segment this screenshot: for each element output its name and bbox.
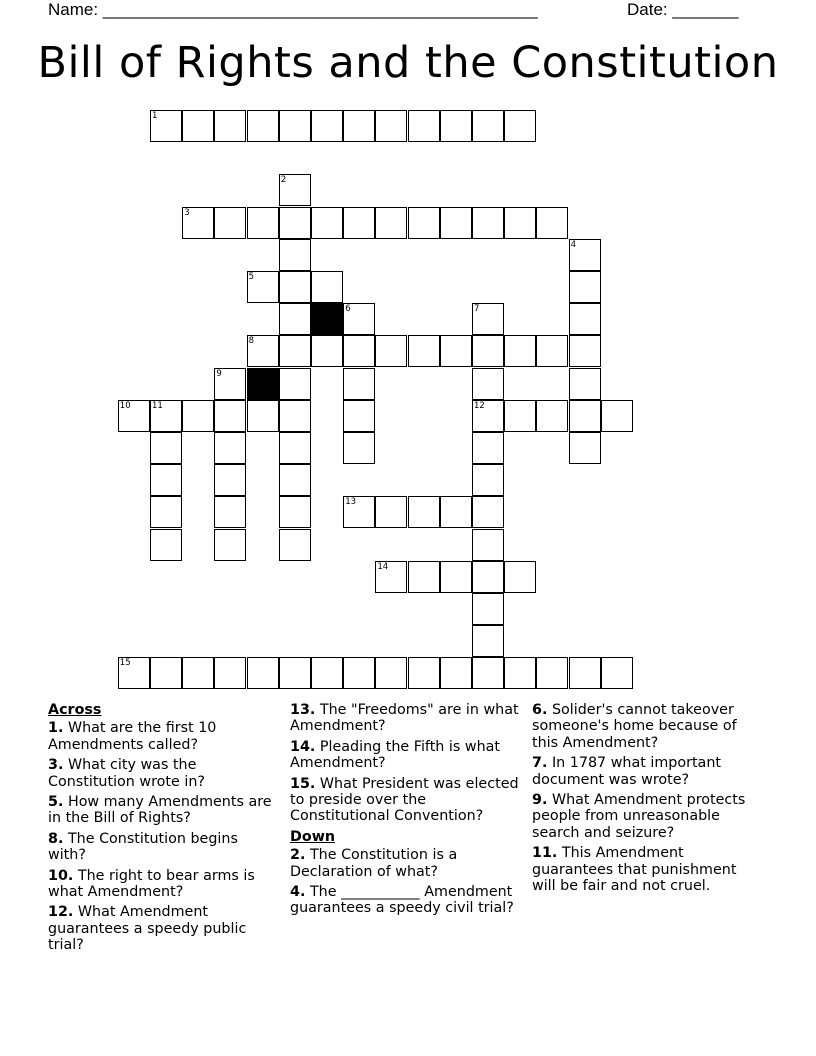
clue-number: 7.: [532, 755, 548, 772]
grid-cell[interactable]: [375, 335, 407, 367]
grid-cell[interactable]: [150, 657, 182, 689]
grid-cell[interactable]: [182, 400, 214, 432]
clue-number-label: 15: [119, 658, 131, 669]
clue-number-label: 7: [474, 304, 480, 315]
grid-cell[interactable]: [601, 400, 633, 432]
grid-cell[interactable]: [472, 593, 504, 625]
grid-cell[interactable]: [504, 335, 536, 367]
grid-cell[interactable]: [214, 368, 246, 400]
grid-cell[interactable]: [182, 657, 214, 689]
clue-number: 5.: [48, 794, 64, 811]
grid-cell[interactable]: [472, 400, 504, 432]
clue-text: The Constitution is a Declaration of what?: [290, 847, 458, 880]
grid-cell[interactable]: [279, 303, 311, 335]
grid-cell[interactable]: [279, 239, 311, 271]
clue-number-label: 5: [248, 272, 255, 282]
clue-down-2: [290, 847, 520, 880]
grid-cell[interactable]: [408, 657, 440, 689]
clue-number-label: 14: [377, 561, 389, 572]
clue-number: 2.: [290, 847, 306, 864]
grid-cell[interactable]: [472, 207, 504, 239]
grid-cell[interactable]: [150, 496, 182, 528]
grid-cell[interactable]: [472, 529, 504, 561]
grid-cell[interactable]: [214, 207, 246, 239]
grid-cell[interactable]: [375, 110, 407, 142]
clue-across-5: [48, 794, 273, 827]
grid-cell[interactable]: [472, 432, 504, 464]
grid-cell[interactable]: [279, 657, 311, 689]
clue-number: 12.: [48, 904, 74, 921]
grid-cell[interactable]: [408, 207, 440, 239]
clue-across-14: [290, 739, 520, 772]
grid-cell[interactable]: [343, 496, 375, 528]
grid-cell[interactable]: [279, 464, 311, 496]
grid-cell[interactable]: [343, 432, 375, 464]
grid-cell[interactable]: [118, 400, 150, 432]
down-heading: Down: [290, 828, 336, 845]
clue-across-12: [48, 904, 273, 953]
clue-text: This Amendment guarantees that punishment will be fair and not cruel.: [532, 845, 737, 895]
header: [48, 0, 748, 22]
grid-cell[interactable]: [569, 335, 601, 367]
grid-cell[interactable]: [472, 464, 504, 496]
grid-cell[interactable]: [343, 303, 375, 335]
grid-cell[interactable]: [214, 400, 246, 432]
clue-text: What city was the Constitution wrote in?: [48, 757, 205, 790]
clue-number: 15.: [290, 775, 316, 792]
grid-cell[interactable]: [504, 561, 536, 593]
grid-cell[interactable]: [279, 174, 311, 206]
clue-number: 1.: [48, 720, 64, 737]
grid-cell[interactable]: [375, 561, 407, 593]
grid-cell[interactable]: [569, 239, 601, 271]
grid-cell[interactable]: [279, 400, 311, 432]
grid-cell[interactable]: [472, 303, 504, 335]
grid-cell[interactable]: [279, 335, 311, 367]
grid-cell[interactable]: [214, 110, 246, 142]
grid-cell[interactable]: [279, 207, 311, 239]
grid-cell[interactable]: [440, 561, 472, 593]
grid-cell[interactable]: [504, 207, 536, 239]
clue-number-label: 3: [184, 207, 190, 218]
grid-cell[interactable]: [182, 110, 214, 142]
grid-cell[interactable]: [504, 400, 536, 432]
clue-number-label: 9: [216, 368, 222, 379]
grid-cell[interactable]: [343, 368, 375, 400]
clues-column-2: [290, 702, 520, 921]
clue-text: What Amendment protects people from unreasonable search and seizure?: [532, 792, 746, 841]
clues-column-3: [532, 702, 752, 898]
clue-number-label: 10: [119, 400, 131, 411]
grid-cell[interactable]: [569, 271, 601, 303]
clue-number: 3.: [48, 757, 64, 774]
grid-cell[interactable]: [472, 561, 504, 593]
grid-cell[interactable]: [472, 368, 504, 400]
across-heading: Across: [48, 702, 102, 718]
clue-down-11: [532, 845, 752, 894]
clue-down-4: [290, 884, 520, 917]
grid-cell[interactable]: [504, 110, 536, 142]
grid-cell[interactable]: [214, 432, 246, 464]
grid-cell[interactable]: [214, 657, 246, 689]
grid-cell[interactable]: [569, 303, 601, 335]
clue-text: How many Amendments are in the Bill of Rights?: [48, 794, 272, 827]
clue-across-1: [48, 720, 273, 753]
clue-across-8: [48, 831, 273, 864]
grid-cell[interactable]: [150, 110, 182, 142]
grid-cell[interactable]: [279, 110, 311, 142]
grid-cell[interactable]: [118, 657, 150, 689]
clue-down-7: [532, 755, 752, 788]
grid-cell[interactable]: [247, 207, 279, 239]
grid-cell[interactable]: [569, 432, 601, 464]
clue-number-label: 12: [474, 400, 485, 411]
grid-cell[interactable]: [182, 207, 214, 239]
clue-across-3: [48, 757, 273, 790]
grid-cell[interactable]: [504, 657, 536, 689]
grid-cell[interactable]: [569, 400, 601, 432]
grid-cell[interactable]: [150, 400, 182, 432]
clue-text: What President was elected to preside over the Constitutional Convention?: [290, 775, 519, 825]
clue-number: 11.: [532, 845, 558, 862]
grid-cell[interactable]: [472, 496, 504, 528]
grid-cell[interactable]: [150, 432, 182, 464]
grid-cell[interactable]: [408, 561, 440, 593]
grid-cell[interactable]: [440, 657, 472, 689]
clue-across-13: [290, 702, 520, 735]
grid-cell[interactable]: [440, 496, 472, 528]
grid-cell[interactable]: [472, 657, 504, 689]
clue-down-9: [532, 792, 752, 841]
clue-text: Pleading the Fifth is what Amendment?: [290, 738, 500, 772]
grid-cell[interactable]: [472, 335, 504, 367]
grid-cell[interactable]: [343, 335, 375, 367]
grid-cell[interactable]: [247, 271, 279, 303]
grid-cell[interactable]: [536, 657, 568, 689]
date-field[interactable]: Date: _______: [627, 0, 739, 19]
clue-number-label: 4: [570, 239, 577, 250]
grid-cell[interactable]: [279, 432, 311, 464]
grid-cell[interactable]: [343, 207, 375, 239]
grid-cell[interactable]: [311, 207, 343, 239]
clue-text: The Constitution begins with?: [48, 830, 238, 864]
name-field[interactable]: Name: ______________________________________________: [48, 0, 538, 19]
clue-number-label: 13: [345, 497, 357, 508]
grid-cell[interactable]: [311, 271, 343, 303]
grid-cell[interactable]: [214, 464, 246, 496]
clue-number-label: 2: [280, 175, 287, 186]
grid-cell[interactable]: [472, 625, 504, 657]
clue-number: 14.: [290, 738, 316, 755]
grid-cell[interactable]: [279, 271, 311, 303]
grid-cell[interactable]: [569, 368, 601, 400]
grid-cell[interactable]: [440, 207, 472, 239]
grid-cell[interactable]: [375, 657, 407, 689]
clue-number-label: 6: [345, 304, 351, 315]
clue-across-10: [48, 868, 273, 901]
grid-cell[interactable]: [408, 496, 440, 528]
grid-cell[interactable]: [536, 335, 568, 367]
grid-cell[interactable]: [279, 529, 311, 561]
clue-across-15: [290, 776, 520, 825]
clue-text: Solider's cannot takeover someone's home because of this Amendment?: [532, 702, 737, 751]
clue-text: In 1787 what important document was wrote?: [532, 755, 721, 788]
clue-number: 8.: [48, 830, 64, 847]
grid-cell[interactable]: [150, 529, 182, 561]
grid-cell[interactable]: [247, 110, 279, 142]
clue-text: What are the first 10 Amendments called?: [48, 720, 217, 753]
clue-down-6: [532, 702, 752, 751]
clue-number: 4.: [290, 884, 306, 901]
clue-text: The "Freedoms" are in what Amendment?: [290, 702, 519, 735]
grid-cell[interactable]: [536, 207, 568, 239]
clue-number: 10.: [48, 867, 74, 884]
grid-cell[interactable]: [343, 110, 375, 142]
grid-cell[interactable]: [311, 110, 343, 142]
clue-number: 13.: [290, 702, 316, 718]
grid-cell[interactable]: [247, 400, 279, 432]
clues-column-1: [48, 702, 273, 958]
clue-number-label: 11: [152, 400, 163, 411]
grid-cell[interactable]: [214, 529, 246, 561]
grid-cell[interactable]: [408, 335, 440, 367]
grid-cell[interactable]: [311, 335, 343, 367]
grid-cell[interactable]: [569, 657, 601, 689]
grid-cell[interactable]: [247, 657, 279, 689]
grid-cell[interactable]: [536, 400, 568, 432]
grid-cell[interactable]: [440, 110, 472, 142]
grid-cell[interactable]: [601, 657, 633, 689]
clue-number-label: 8: [248, 336, 255, 347]
grid-cell[interactable]: [408, 110, 440, 142]
clue-number: 9.: [532, 792, 548, 809]
grid-cell[interactable]: [247, 335, 279, 367]
clue-number: 6.: [532, 702, 548, 718]
grid-cell[interactable]: [279, 496, 311, 528]
clue-text: What Amendment guarantees a speedy public trial?: [48, 904, 247, 954]
grid-cell[interactable]: [375, 207, 407, 239]
grid-cell[interactable]: [343, 400, 375, 432]
black-square: [311, 303, 343, 335]
grid-cell[interactable]: [311, 657, 343, 689]
grid-cell[interactable]: [375, 496, 407, 528]
grid-cell[interactable]: [214, 496, 246, 528]
grid-cell[interactable]: [440, 335, 472, 367]
clue-text: The ___________ Amendment guarantees a speedy civil trial?: [290, 884, 514, 917]
black-square: [247, 368, 279, 400]
grid-cell[interactable]: [279, 368, 311, 400]
grid-cell[interactable]: [150, 464, 182, 496]
clue-text: The right to bear arms is what Amendment?: [48, 867, 255, 901]
page-title: Bill of Rights and the Constitution: [37, 38, 779, 88]
clue-number-label: 1: [152, 111, 158, 121]
grid-cell[interactable]: [472, 110, 504, 142]
grid-cell[interactable]: [343, 657, 375, 689]
